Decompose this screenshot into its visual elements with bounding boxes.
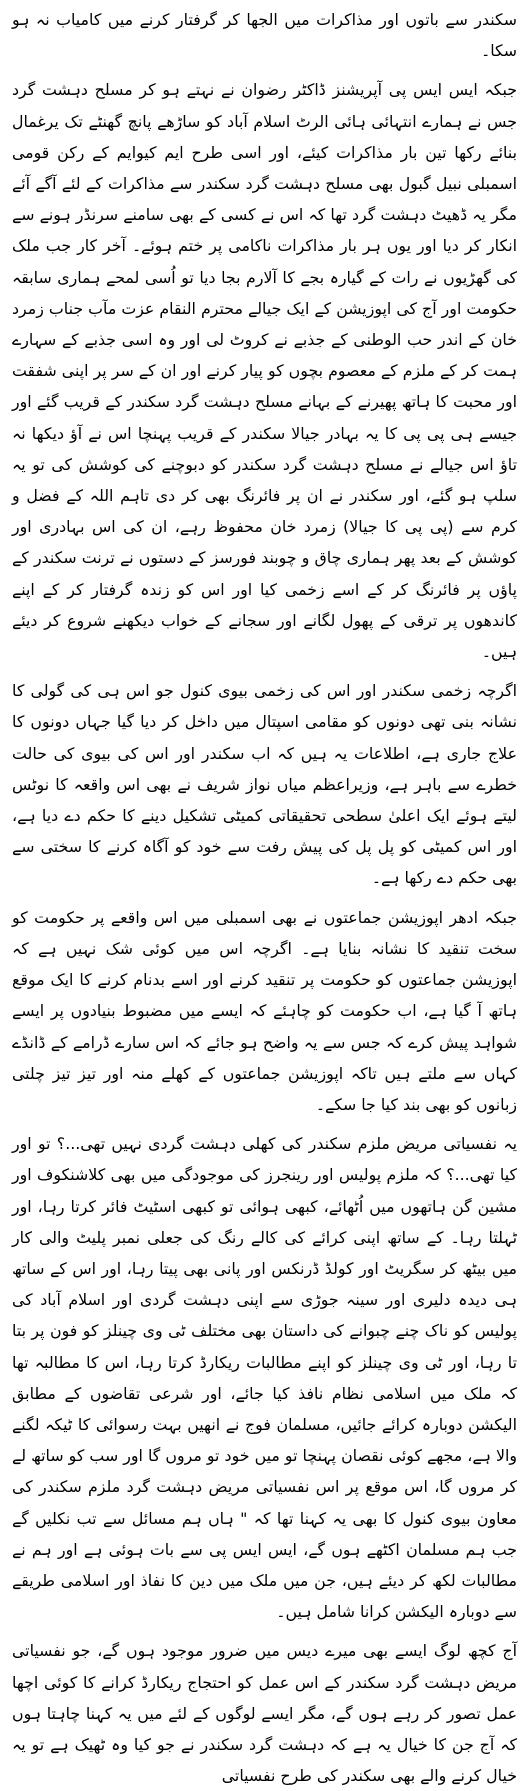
article-paragraph: جبکہ ادھر اپوزیشن جماعتوں نے بھی اسمبلی میں اس واقعے پر حکومت کو سخت تنقید کا نشانہ بنایا ہے۔ اگرچہ اس میں کوئی شک نہیں ہے کہ اپوزیشن جماعتوں کو حکومت پر تنقید کرنے اور اسے بدنام کرنے کا ایک موقع ہاتھ آ گیا ہے، اب حکومت کو چاہئے کہ ایسے میں مضبوط بنیادوں پر ایسے شواہد پیش کرے کہ جس سے یہ واضح ہو جائے کہ اس سارے ڈرامے کے ڈانڈے کہاں سے ملتے ہیں تاکہ اپوزیشن جماعتوں کے کھلے منہ اور تیز تیز چلتی زبانوں کو بھی بند کیا جا سکے۔: [12, 907, 517, 1114]
article-paragraph: یہ نفسیاتی مریض ملزم سکندر کی کھلی دہشت گردی نہیں تھی...؟ تو اور کیا تھی...؟ کہ ملزم پولیس اور رینجرز کی موجودگی میں بھی کلاشنکوف اور مشین گن ہاتھوں میں اُٹھائے، کبھی ہوائی تو کبھی اسٹیٹ فائر کرتا رہا، اور ٹہلتا رہا۔ کے ساتھ اپنی کرائے کی کالے رنگ کی جعلی نمبر پلیٹ والی کار میں بیٹھ کر سگریٹ اور کولڈ ڈرنکس اور پانی بھی پیتا رہا، اور اس کے ساتھ ہی دیدہ دلیری اور سینہ جوڑی سے اپنی دہشت گردی اور اسلام آباد کی پولیس کو ناک چنے چبوانے کی داستان بھی مختلف ٹی وی چینلز کو فون پر بتا تا رہا، اور ٹی وی چینلز کو اپنے مطالبات ریکارڈ کرتا رہا، اس کا مطالبہ تھا کہ ملک میں اسلامی نظام نافذ کیا جائے، اور شرعی تقاضوں کے مطابق الیکشن دوبارہ کرائے جائیں، مسلمان فوج نے انھیں بہت رسوائی کا ٹیکہ لگنے والا ہے، مجھے کوئی نقصان پہنچا تو میں خود تو مروں گا اور سب کو ساتھ لے کر مروں گا، اس موقع پر اس نفسیاتی مریض دہشت گرد ملزم سکندر کی معاون بیوی کنول کا بھی یہ کہنا تھا کہ " ہاں ہم مسائل سے تب نکلیں گے جب ہم مسلمان اکٹھے ہوں گے، ایس ایس پی سے بات ہوئی ہے اور ہم نے مطالبات لکھ کر دیئے ہیں، جن میں ملک میں دین کا نفاذ اور اسلامی طریقے سے دوبارہ الیکشن کرانا شامل ہیں۔: [12, 1134, 517, 1622]
article-paragraph: اگرچہ زخمی سکندر اور اس کی زخمی بیوی کنول جو اس ہی کی گولی کا نشانہ بنی تھی دونوں کو مقامی اسپتال میں داخل کر دیا گیا جہاں دونوں کا علاج جاری ہے، اطلاعات یہ ہیں کہ اب سکندر اور اس کی بیوی کی حالت خطرے سے باہر ہے، وزیراعظم میاں نواز شریف نے بھی اس واقعہ کا نوٹس لیتے ہوئے ایک اعلیٰ سطحی تحقیقاتی کمیٹی تشکیل دینے کا حکم دے دیا ہے، اور اس کمیٹی کو پل پل کی پیش رفت سے خود کو آگاہ کرنے کا سختی سے بھی حکم دے رکھا ہے۔: [12, 681, 517, 888]
article-paragraph: جبکہ ایس ایس پی آپریشنز ڈاکٹر رضوان نے نہتے ہو کر مسلح دہشت گرد جس نے ہمارے انتہائی ہائی الرٹ اسلام آباد کو ساڑھے پانچ گھنٹے تک یرغمال بنائے رکھا تین بار مذاکرات کیئے، اور اسی طرح ایم کیوایم کے رکن قومی اسمبلی نبیل گبول بھی مسلح دہشت گرد سکندر سے مذاکرات کے لئے آگے آئے مگر یہ ڈھیٹ دہشت گرد تھا کہ اس نے کسی کے بھی سامنے سرنڈر ہونے سے انکار کر دیا اور یوں ہر بار مذاکرات ناکامی پر ختم ہوئے۔ آخر کار جب ملک کی گھڑیوں نے رات کے گیارہ بجے کا آلارم بجا دیا تو اُسی لمحے ہماری سابقہ حکومت اور آج کی اپوزیشن کے ایک جیالے محترم النقام عزت مآب جناب زمرد خان کے اندر حب الوطنی کے جذبے نے کروٹ لی اور وہ اسی جذبے کے سہارے ہمت کر کے ملزم کے معصوم بچوں کو پیار کرنے اور ان کے سر پر اپنی شفقت اور محبت کا ہاتھ پھیرنے کے بہانے مسلح دہشت گرد سکندر کے قریب گئے اور جیسے ہی پی پی کا یہ بہادر جیالا سکندر کے قریب پہنچا اس نے آؤ دیکھا نہ تاؤ اس جیالے نے مسلح دہشت گرد سکندر کو دبوچنے کی کوشش کی تو یہ سلپ ہو گئے، اور سکندر نے ان پر فائرنگ بھی کر دی تاہم اللہ کے فضل و کرم سے (پی پی کا جیالا) زمرد خان محفوظ رہے، ان کی اس بہادری اور کوشش کے بعد پھر ہماری چاق و چوبند فورسز کے دستوں نے ترنت سکندر کے پاؤں پر فائرنگ کر کے اسے زخمی کیا اور اس کو زندہ گرفتار کر کے اپنے کاندھوں پر ترقی کے پھول لگانے اور سجانے کے خواب دیکھنے شروع کر دیئے ہیں۔: [12, 80, 517, 662]
article-paragraph: آج کچھ لوگ ایسے بھی میرے دیس میں ضرور موجود ہوں گے، جو نفسیاتی مریض دہشت گرد سکندر کے اس عمل کو احتجاج ریکارڈ کرانے کا کوئی اچھا عمل تصور کر رہے ہوں گے، مگر ایسے لوگوں کے لئے میں یہ کہنا چاہتا ہوں کہ آج جن کا خیال یہ ہے کہ دہشت گرد سکندر نے جو کیا وہ ٹھیک ہے تو یہ خیال کرنے والے بھی سکندر کی طرح نفسیاتی: [12, 1641, 517, 1786]
article-paragraph: سکندر سے باتوں اور مذاکرات میں الجھا کر گرفتار کرنے میں کامیاب نہ ہو سکا۔: [12, 10, 517, 61]
